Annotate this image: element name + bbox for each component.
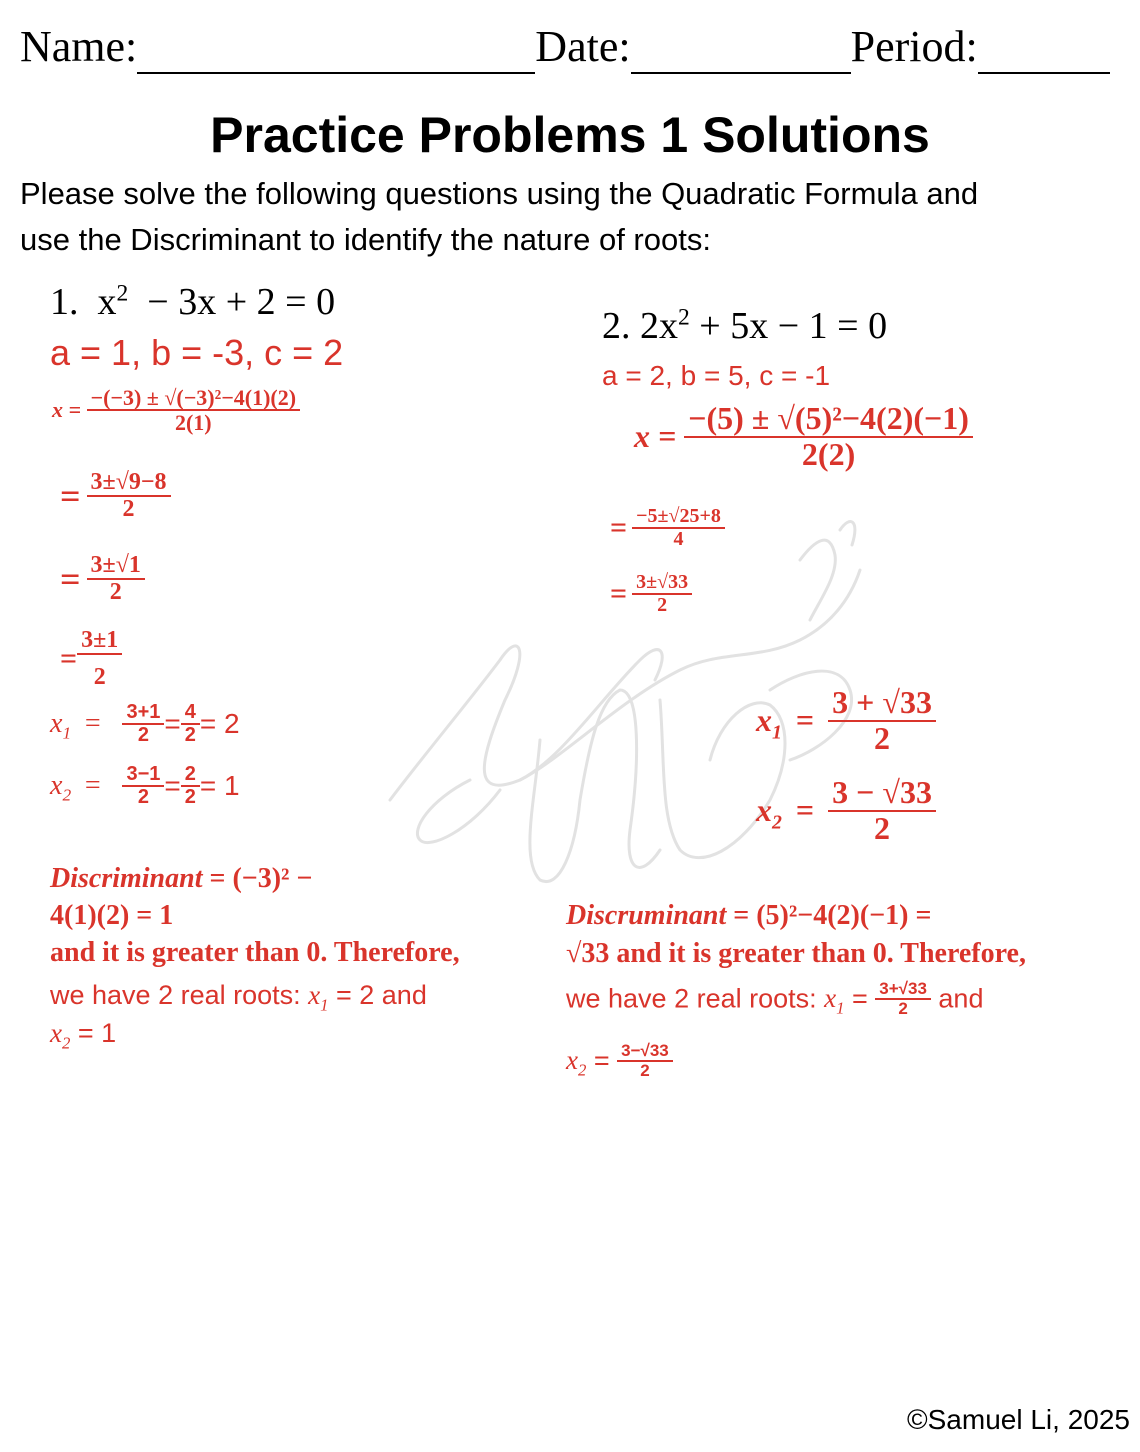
- problem-2-step-3-fraction: $\frac{3\pm√33}{2}$: [632, 572, 692, 616]
- problem-1-formula-numerator: −(−3) ± √(−3)²−4(1)(2): [87, 386, 301, 411]
- problem-2-eq-exp: 2: [678, 304, 690, 331]
- problem-2-coefficients: a = 2, b = 5, c = -1: [602, 360, 831, 391]
- problem-1-step-2-fraction: [87, 470, 171, 522]
- problem-1-step-2-numerator: 3±√9−8: [87, 470, 171, 497]
- problem-1-eq-exp: 2: [116, 280, 129, 307]
- problem-2-eq-a: 2x: [640, 305, 678, 347]
- problem-1-x1-fraction: $\frac{3+1}{2}$: [122, 702, 164, 746]
- problem-1-x2-result: = 1: [199, 770, 240, 801]
- problem-2-step-3: [610, 572, 692, 616]
- equals-sign: =: [60, 642, 78, 676]
- problem-1-step-3-numerator: 3±√1: [87, 553, 145, 580]
- name-blank[interactable]: [137, 26, 535, 74]
- problem-1-x2-label: $x_2$: [50, 770, 72, 805]
- problem-2-x1-fraction: $\frac{3 + √33}{2}$: [828, 686, 936, 755]
- problem-2-roots-line1: we have 2 real roots: $x_1$ = $\frac{3+√33}{2}$ and: [566, 979, 984, 1018]
- problem-1-x1-label: $x_1$: [50, 708, 72, 743]
- problem-2-equation: [602, 304, 887, 348]
- problem-1-roots: we have 2 real roots: $x_1 = 2$ and $x_2 = 1$: [50, 980, 427, 1053]
- problem-2-x-label: x =: [634, 418, 677, 455]
- problem-1-step-4-fraction: [77, 628, 122, 690]
- problem-1-x2-fraction-2: $\frac{2}{2}$: [181, 764, 200, 808]
- problem-1-step-3: [60, 553, 145, 605]
- date-label: Date:: [535, 22, 631, 71]
- problem-2-step-2-fraction: $\frac{-5\pm√25+8}{4}$: [632, 506, 725, 550]
- problem-1-coefficients: a = 1, b = -3, c = 2: [50, 332, 344, 373]
- period-label: Period:: [850, 22, 978, 71]
- problem-1-x2-eq: =: [84, 770, 101, 801]
- problem-1-number: 1.: [50, 281, 79, 323]
- equals-sign: =: [610, 577, 628, 610]
- problem-1-formula-fraction: [87, 386, 301, 434]
- problem-1-x2-row: $x_2$ = $\frac{3-1}{2}$ = $\frac{2}{2}$ = 1: [50, 763, 240, 808]
- problem-2-roots-x2-fraction: $\frac{3-√33}{2}$: [617, 1042, 673, 1080]
- problem-1-discriminant: Discriminant = (−3)² − 4(1)(2) = 1 and it is greater than 0. Therefore,: [50, 863, 460, 968]
- problem-1-equation: [50, 280, 335, 324]
- problem-2-roots-line2: $x_2$ = $\frac{3-√33}{2}$: [566, 1042, 673, 1080]
- problem-2-discriminant: Discruminant = (5)²−4(2)(−1) = √33 and it is greater than 0. Therefore,: [566, 900, 1026, 969]
- problem-1-step-4: [60, 628, 122, 690]
- period-blank[interactable]: [978, 26, 1110, 74]
- problem-1-formula-denominator: 2(1): [174, 410, 212, 436]
- problem-1-x1-fraction-2: $\frac{4}{2}$: [181, 702, 200, 746]
- discriminant-label: Discriminant: [50, 863, 203, 894]
- page-title: Practice Problems 1 Solutions: [210, 107, 930, 163]
- problem-2-x2-row: $x_2$ = $\frac{3 - √33}{2}$: [756, 776, 936, 845]
- problem-1-x1-row: $x_1$ = $\frac{3+1}{2}$ = $\frac{4}{2}$ = 2: [50, 701, 240, 746]
- equals-sign: =: [60, 559, 81, 600]
- problem-1-eq-a: x: [97, 281, 117, 323]
- name-label: Name:: [20, 22, 138, 71]
- problem-1-eq-b: − 3x + 2 = 0: [147, 281, 336, 323]
- problem-1-x1-result: = 2: [199, 708, 240, 739]
- problem-1-x1-eq: =: [84, 708, 101, 739]
- problem-2-eq-b: + 5x − 1 = 0: [699, 305, 888, 347]
- problem-2-formula: [634, 402, 973, 471]
- copyright: ©Samuel Li, 2025: [907, 1404, 1130, 1435]
- problem-1-step-4-numerator: 3±1: [77, 628, 122, 655]
- problem-1-x-label: x =: [52, 397, 82, 423]
- instructions-line2: use the Discriminant to identify the nature of roots:: [20, 222, 711, 257]
- problem-2-formula-numerator: −(5) ± √(5)²−4(2)(−1): [684, 402, 973, 438]
- problem-2-x1-row: $x_1$ = $\frac{3 + √33}{2}$: [756, 686, 936, 755]
- problem-2-formula-fraction: [684, 402, 973, 471]
- equals-sign: =: [610, 511, 628, 544]
- discruminant-label: Discruminant: [566, 900, 727, 931]
- date-blank[interactable]: [631, 26, 851, 74]
- problem-2-x2-fraction: $\frac{3 - √33}{2}$: [828, 776, 936, 845]
- header-line: [20, 20, 1110, 74]
- problem-2-roots-x1-fraction: $\frac{3+√33}{2}$: [875, 980, 931, 1018]
- problem-1-step-3-denominator: 2: [109, 579, 122, 606]
- problem-1-step-2-denominator: 2: [122, 496, 135, 523]
- problem-1-step-4-denominator: 2: [93, 664, 106, 691]
- problem-1-formula: [52, 386, 300, 434]
- problem-2-number: 2.: [602, 305, 631, 347]
- problem-2-step-2: [610, 506, 725, 550]
- problem-1-step-3-fraction: [87, 553, 145, 605]
- problem-1-step-2: [60, 470, 171, 522]
- equals-sign: =: [60, 476, 81, 517]
- problem-1-x2-fraction: $\frac{3-1}{2}$: [122, 764, 164, 808]
- instructions-line1: Please solve the following questions using the Quadratic Formula and: [20, 176, 979, 211]
- problem-2-formula-denominator: 2(2): [801, 435, 856, 472]
